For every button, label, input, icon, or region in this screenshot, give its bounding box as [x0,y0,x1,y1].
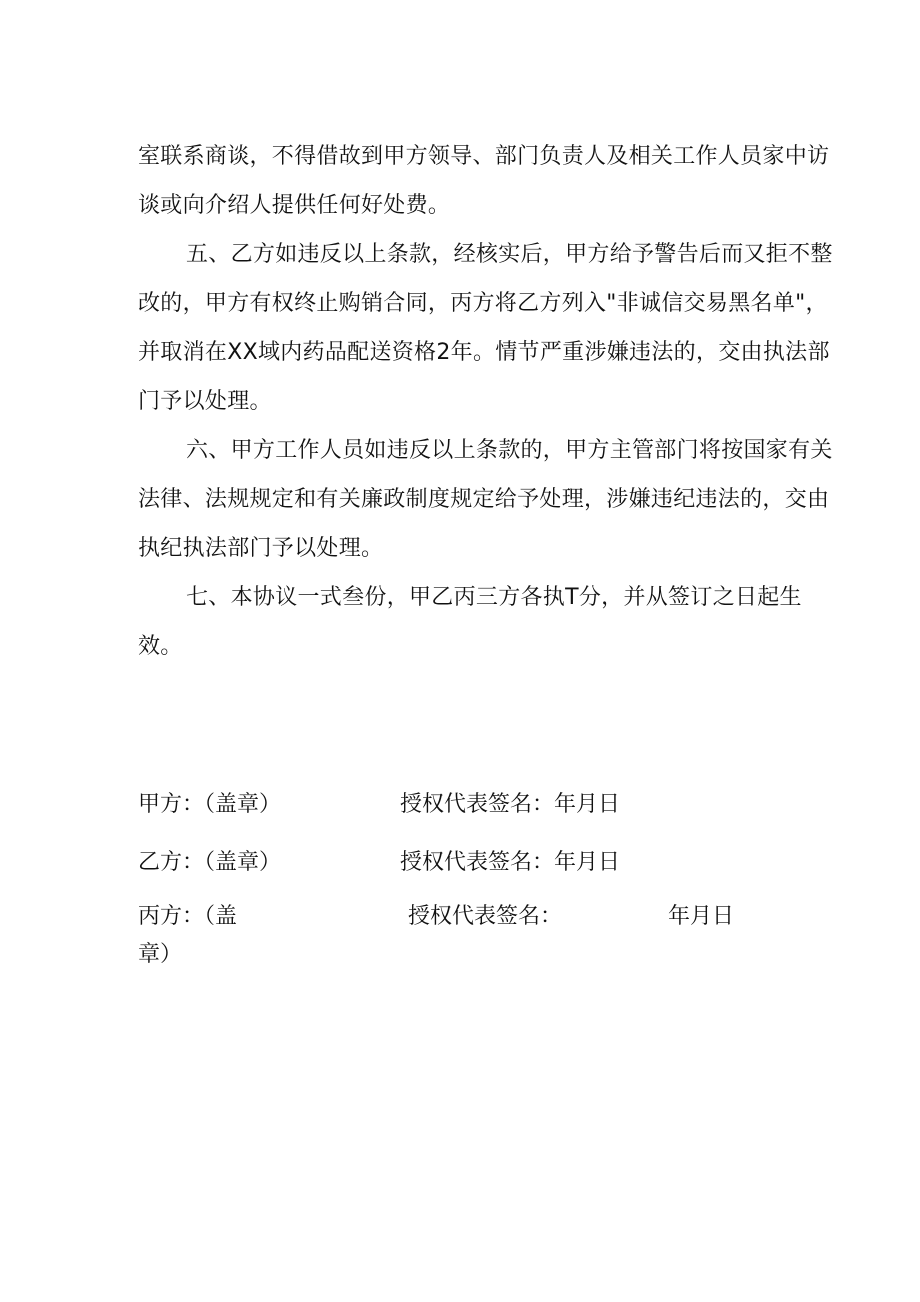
paragraph-continuation: 室联系商谈，不得借故到甲方领导、部门负责人及相关工作人员家中访谈或向介绍人提供任何好处费。 [138,144,830,218]
party-a-signature-line: 授权代表签名：年月日 [400,792,621,817]
party-b-signature-line: 授权代表签名：年月日 [400,850,621,875]
paragraph-clause-5: 五、乙方如违反以上条款，经核实后，甲方给予警告后而又拒不整改的，甲方有权终止购销合同，丙方将乙方列入"非诚信交易黑名单"，并取消在XX域内药品配送资格2年。情节严重涉嫌违法的，交由执法部门予以处理。 [138,242,833,414]
document-body [138,132,842,671]
party-c-signature-line: 授权代表签名： [408,904,563,929]
party-a-seal-label: 甲方：（盖章） [138,792,282,817]
party-c-seal-label: 丙方：（盖 [138,904,238,929]
paragraph-clause-7: 七、本协议一式叁份，甲乙丙三方各执T分，并从签订之日起生效。 [138,585,802,659]
party-c-seal-label-wrap: 章） [138,942,183,967]
party-c-date: 年月日 [668,904,735,929]
paragraph-clause-6: 六、甲方工作人员如违反以上条款的，甲方主管部门将按国家有关法律、法规规定和有关廉政制度规定给予处理，涉嫌违纪违法的，交由执纪执法部门予以处理。 [138,438,833,561]
party-b-seal-label: 乙方：（盖章） [138,850,282,875]
